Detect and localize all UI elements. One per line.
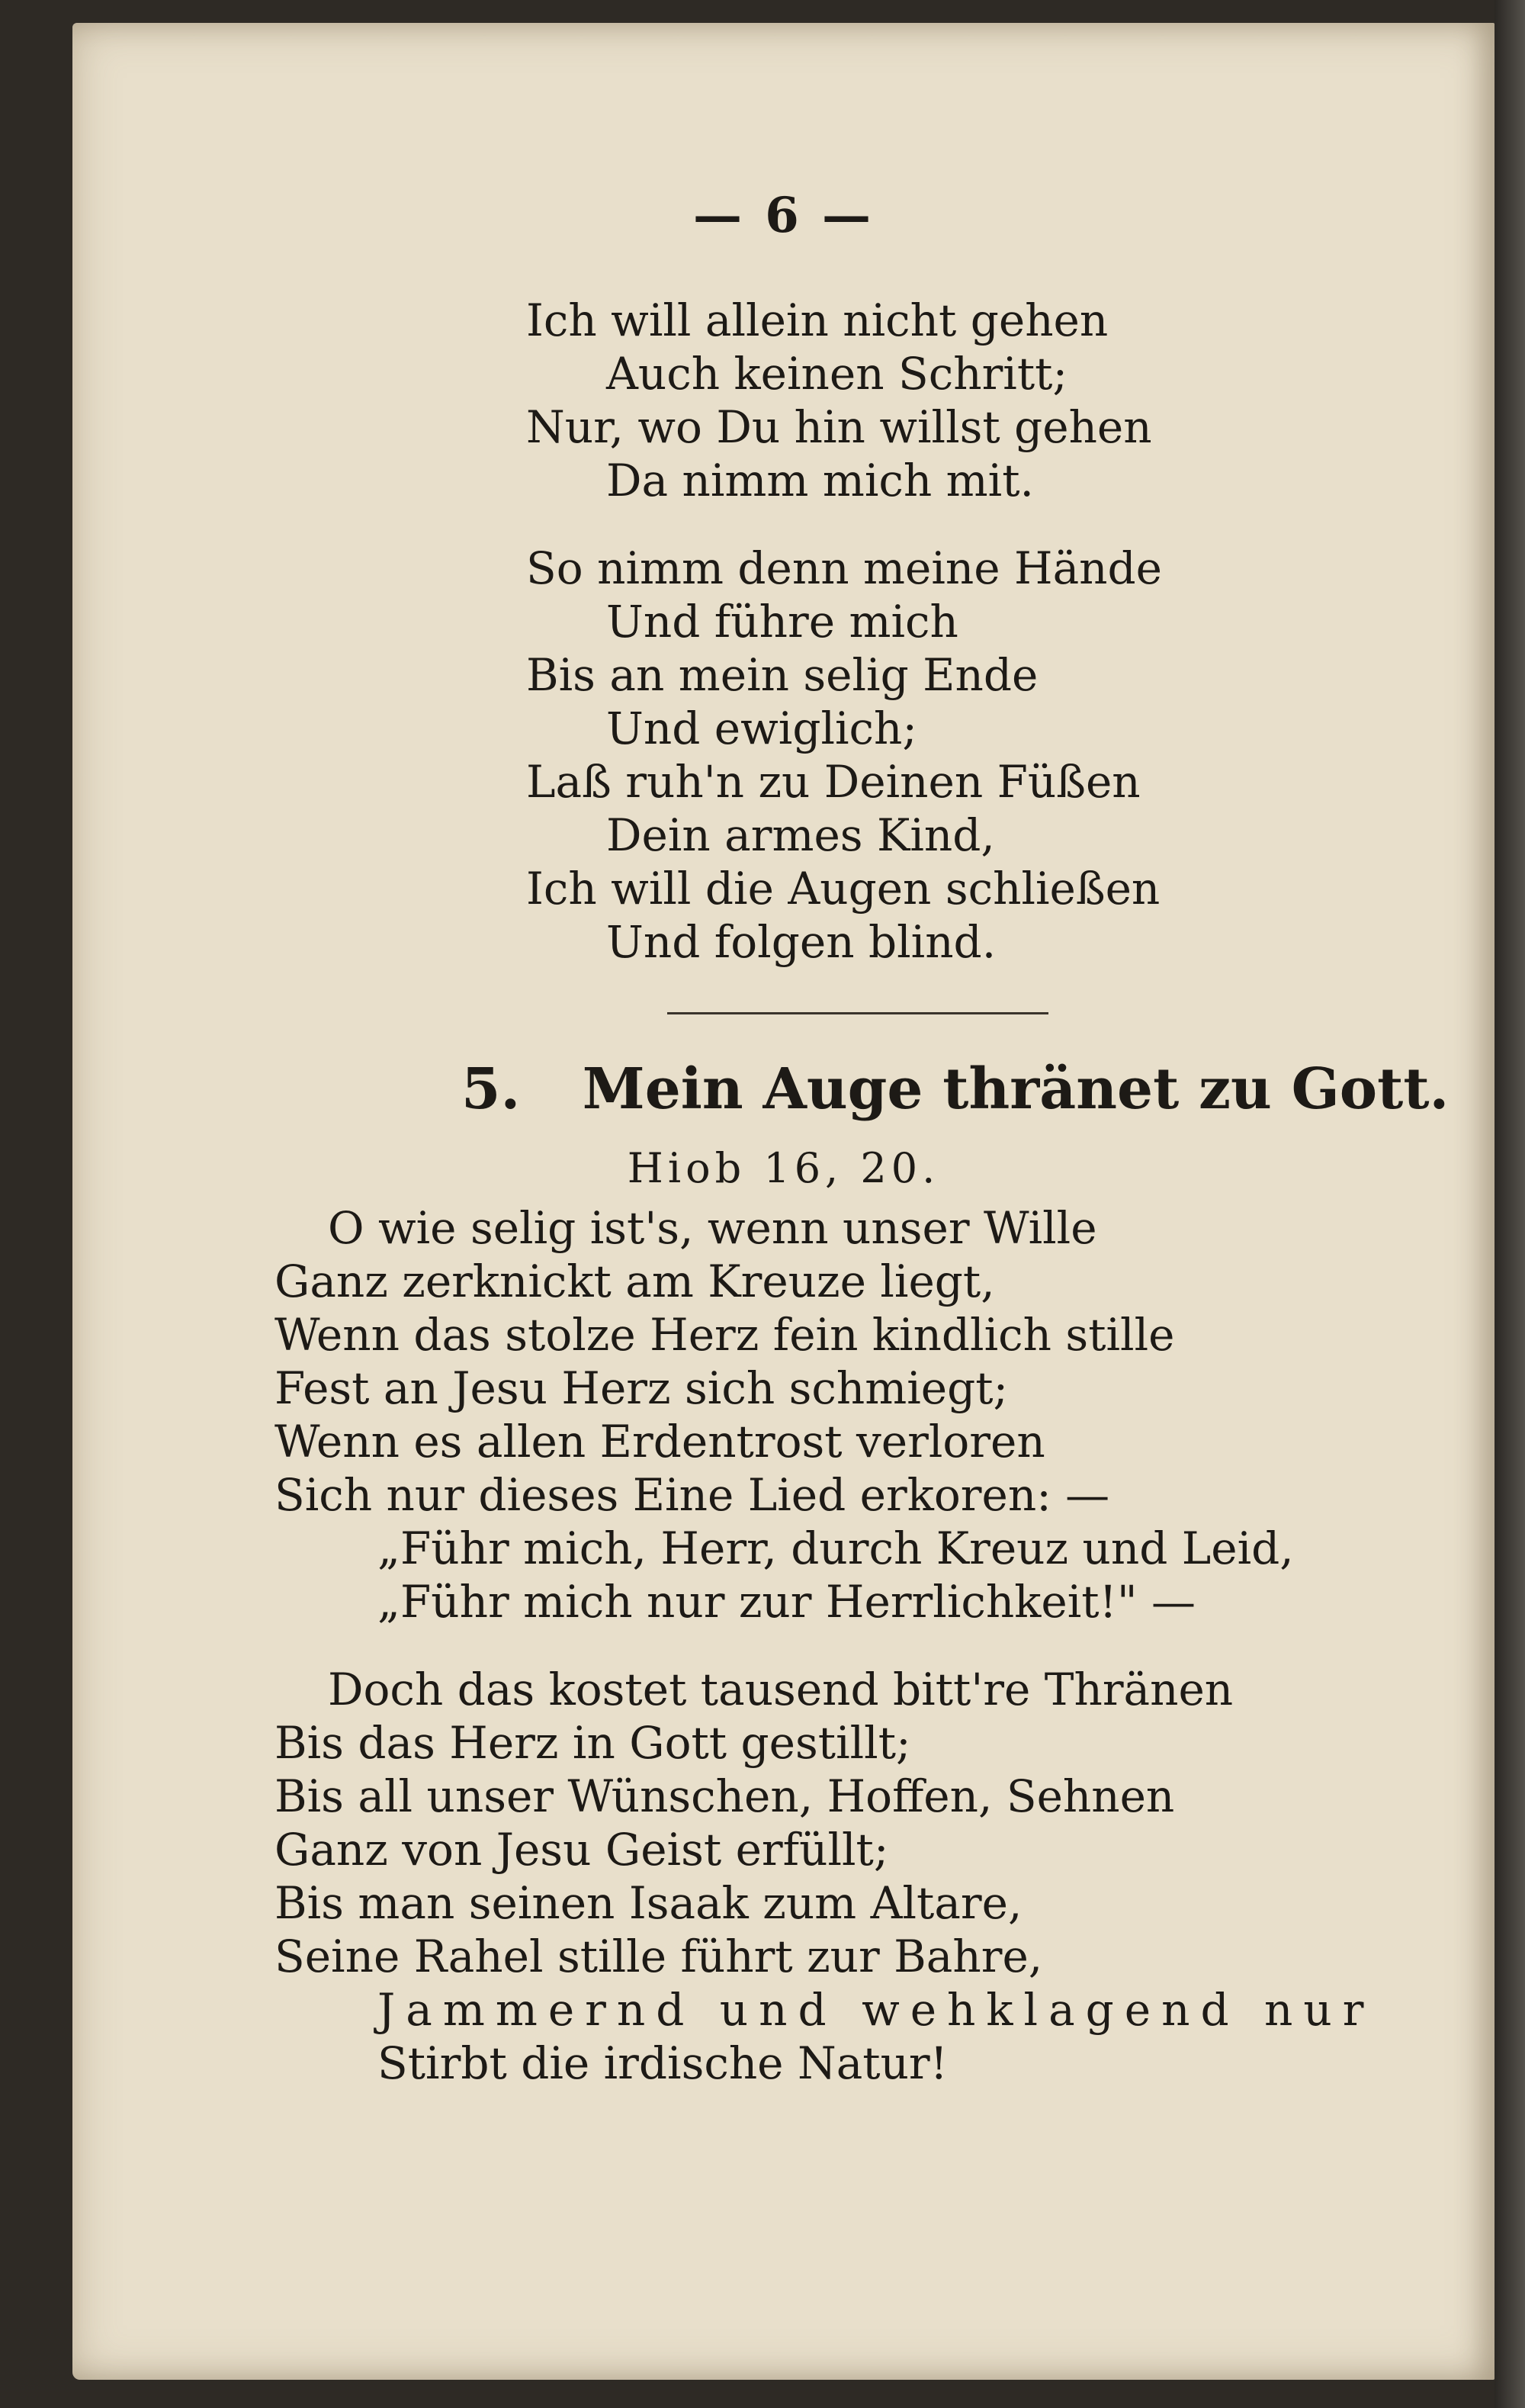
- verse-line: Ich will die Augen schließen: [526, 863, 1161, 915]
- verse-line: Ganz von Jesu Geist erfüllt;: [274, 1824, 889, 1876]
- verse-line: Und ewiglich;: [606, 702, 917, 754]
- verse-line: Sich nur dieses Eine Lied erkoren: —: [274, 1469, 1110, 1521]
- verse-line: Doch das kostet tausend bitt're Thränen: [328, 1664, 1234, 1715]
- book-page: [72, 23, 1494, 2380]
- verse-line: „Führ mich, Herr, durch Kreuz und Leid,: [377, 1522, 1294, 1574]
- verse-line: O wie selig ist's, wenn unser Wille: [328, 1202, 1097, 1254]
- scripture-reference: Hiob 16, 20.: [627, 1144, 940, 1192]
- verse-line: Ich will allein nicht gehen: [526, 294, 1109, 346]
- verse-line: Bis all unser Wünschen, Hoffen, Sehnen: [274, 1770, 1175, 1822]
- section-heading: [461, 1056, 1449, 1122]
- verse-line: Bis an mein selig Ende: [526, 649, 1039, 701]
- verse-line: Bis man seinen Isaak zum Altare,: [274, 1877, 1023, 1929]
- verse-line: Auch keinen Schritt;: [606, 348, 1068, 400]
- verse-line: So nimm denn meine Hände: [526, 542, 1162, 594]
- verse-line: Und folgen blind.: [606, 916, 997, 968]
- verse-line: „Führ mich nur zur Herrlichkeit!" —: [377, 1576, 1196, 1628]
- book-edge: [1494, 0, 1525, 2408]
- verse-line: Und führe mich: [606, 596, 958, 648]
- verse-line: Nur, wo Du hin willst gehen: [526, 401, 1152, 453]
- section-title: Mein Auge thränet zu Gott.: [582, 1056, 1450, 1122]
- verse-line: Dein armes Kind,: [606, 809, 995, 861]
- verse-line: Laß ruh'n zu Deinen Füßen: [526, 756, 1141, 808]
- verse-line: Da nimm mich mit.: [606, 455, 1034, 506]
- section-number: 5.: [461, 1056, 521, 1122]
- verse-line: Ganz zerknickt am Kreuze liegt,: [274, 1255, 995, 1307]
- section-divider: [667, 1012, 1048, 1014]
- verse-line: Stirbt die irdische Natur!: [377, 2037, 948, 2089]
- verse-line: Bis das Herz in Gott gestillt;: [274, 1717, 911, 1769]
- verse-line: Fest an Jesu Herz sich schmiegt;: [274, 1362, 1009, 1414]
- verse-line: Jammernd und wehklagend nur: [377, 1984, 1375, 2036]
- verse-line: Seine Rahel stille führt zur Bahre,: [274, 1931, 1043, 1982]
- verse-line: Wenn das stolze Herz fein kindlich stille: [274, 1309, 1175, 1361]
- page-number: — 6 —: [692, 187, 875, 244]
- verse-line: Wenn es allen Erdentrost verloren: [274, 1416, 1045, 1468]
